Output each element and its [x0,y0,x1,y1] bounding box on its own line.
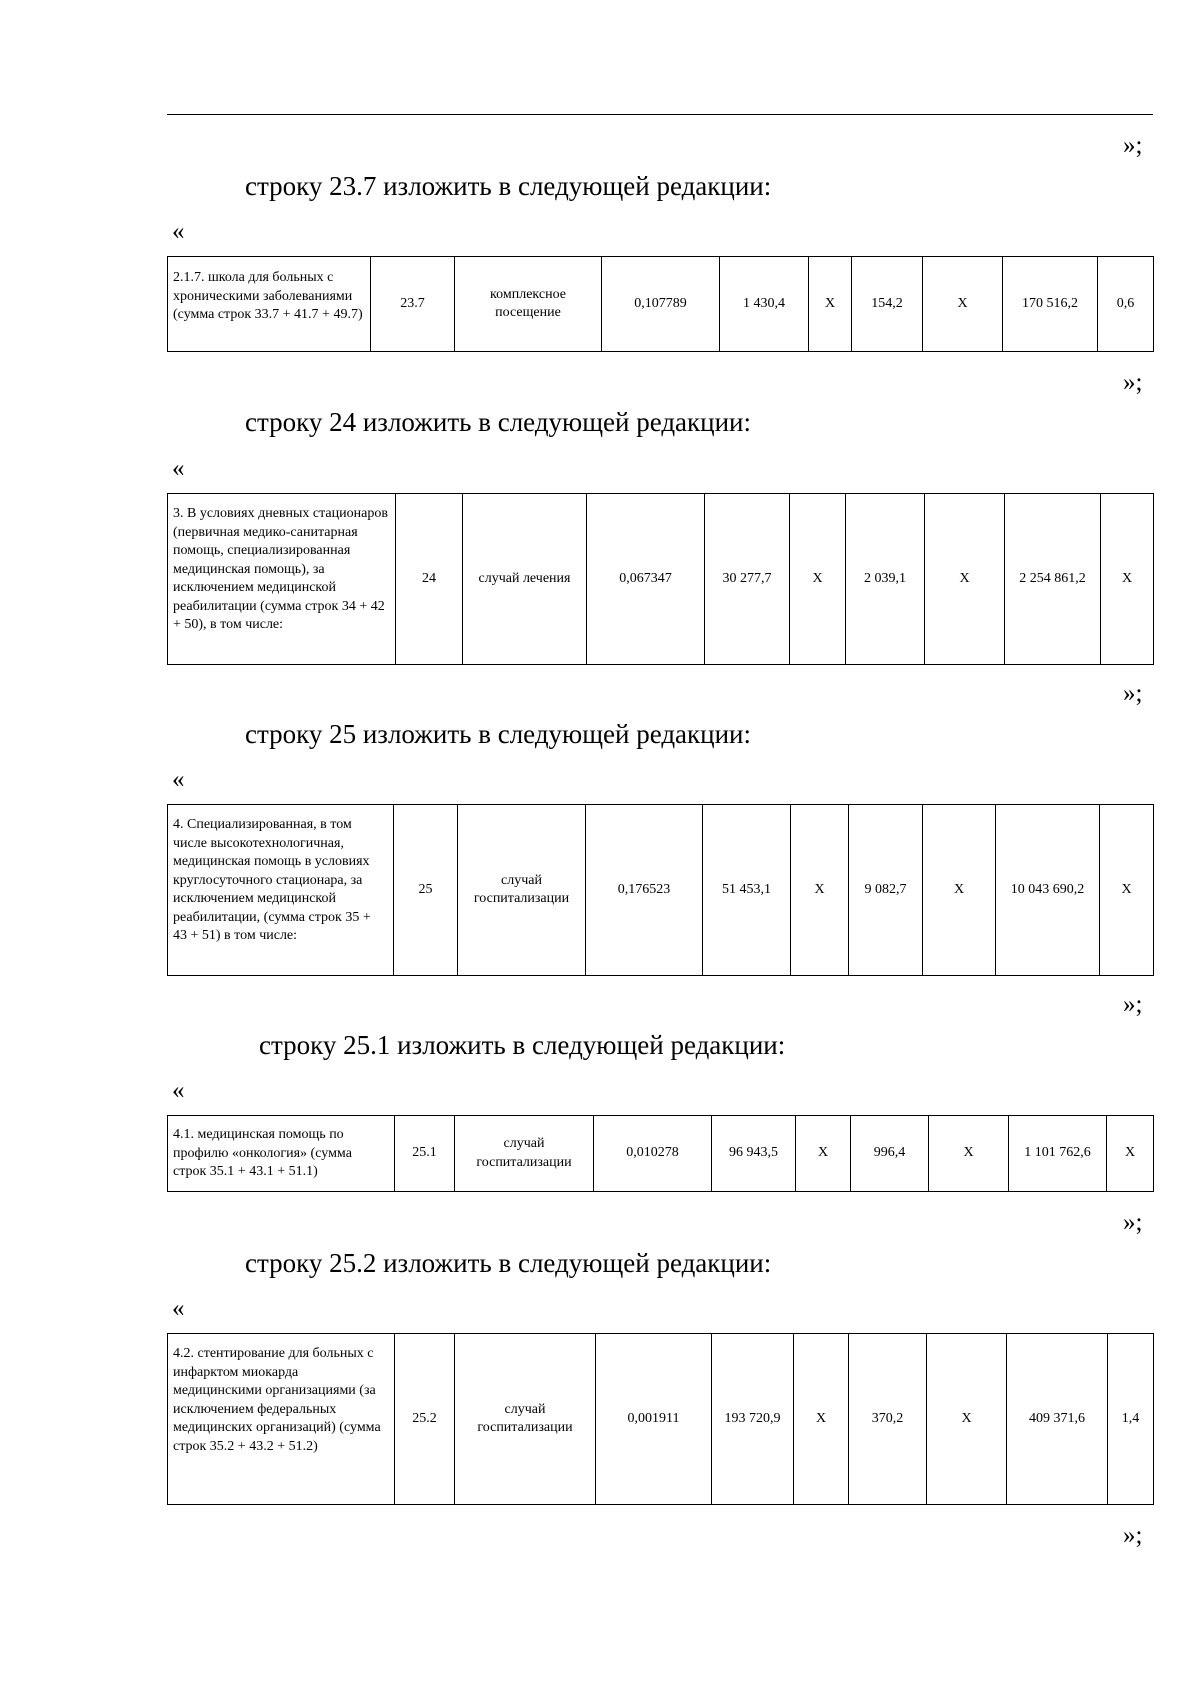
cost-cell: 193 720,9 [712,1334,794,1505]
x-cell: X [794,1334,849,1505]
volume-cell: 0,107789 [602,257,720,352]
opening-quote: « [172,766,185,793]
volume-cell: 0,010278 [594,1116,712,1192]
row-name-cell: 2.1.7. школа для больных с хроническими заболеваниями (сумма строк 33.7 + 41.7 + 49.7) [168,257,371,352]
x-cell: X [923,805,996,976]
x-cell: X [925,494,1005,665]
volume-cell: 0,001911 [596,1334,712,1505]
x-cell: X [923,257,1003,352]
x-cell: X [927,1334,1007,1505]
section-heading: строку 25.1 изложить в следующей редакции: [259,1030,786,1060]
closing-quote: »; [1123,991,1143,1018]
per-capita-cell: 9 082,7 [849,805,923,976]
table-row [168,257,1154,352]
row-name-cell: 4.2. стентирование для больных с инфарктом миокарда медицинскими организациями (за исключением федеральных медицинских организаций) (сумма строк 35.2 + 43.2 + 51.2) [168,1334,395,1505]
unit-cell: случай госпитализации [458,805,586,976]
closing-quote: »; [1123,680,1143,707]
row-number-cell: 25 [394,805,458,976]
data-table-row-25 [167,804,1154,976]
x-cell: X [809,257,852,352]
x-cell: X [790,494,846,665]
unit-cell: случай госпитализации [455,1116,594,1192]
section-heading: строку 25.2 изложить в следующей редакции: [245,1248,772,1278]
share-cell: 1,4 [1108,1334,1154,1505]
row-name-cell: 3. В условиях дневных стационаров (первичная медико-санитарная помощь, специализированная медицинская помощь), за исключением медицинской реабилитации (сумма строк 34 + 42 + 50), в том числе: [168,494,396,665]
unit-cell: случай госпитализации [455,1334,596,1505]
table-row [168,1334,1154,1505]
data-table-row-25-1 [167,1115,1154,1192]
cost-cell: 51 453,1 [703,805,791,976]
total-cell: 409 371,6 [1007,1334,1108,1505]
volume-cell: 0,176523 [586,805,703,976]
cost-cell: 96 943,5 [712,1116,796,1192]
row-number-cell: 24 [396,494,463,665]
table-row [168,1116,1154,1192]
data-table-row-24 [167,493,1154,665]
opening-quote: « [172,1295,185,1322]
cost-cell: 30 277,7 [705,494,790,665]
x-cell: X [929,1116,1009,1192]
section-heading: строку 25 изложить в следующей редакции: [245,719,752,749]
x-cell: X [796,1116,851,1192]
opening-quote: « [172,455,185,482]
share-cell: X [1100,805,1154,976]
top-rule [167,114,1153,115]
share-cell: X [1101,494,1154,665]
section-heading: строку 23.7 изложить в следующей редакции: [245,171,772,201]
data-table-row-25-2 [167,1333,1154,1505]
row-name-cell: 4.1. медицинская помощь по профилю «онкология» (сумма строк 35.1 + 43.1 + 51.1) [168,1116,395,1192]
closing-quote: »; [1123,369,1143,396]
total-cell: 2 254 861,2 [1005,494,1101,665]
table-row [168,494,1154,665]
cost-cell: 1 430,4 [720,257,809,352]
closing-quote: »; [1123,1209,1143,1236]
closing-quote: »; [1123,132,1143,159]
table-row [168,805,1154,976]
closing-quote: »; [1123,1522,1143,1549]
volume-cell: 0,067347 [587,494,705,665]
total-cell: 1 101 762,6 [1009,1116,1107,1192]
opening-quote: « [172,1077,185,1104]
total-cell: 10 043 690,2 [996,805,1100,976]
data-table-row-23-7 [167,256,1154,352]
row-number-cell: 25.2 [395,1334,455,1505]
section-heading: строку 24 изложить в следующей редакции: [245,407,752,437]
total-cell: 170 516,2 [1003,257,1098,352]
per-capita-cell: 2 039,1 [846,494,925,665]
x-cell: X [791,805,849,976]
row-number-cell: 23.7 [371,257,455,352]
per-capita-cell: 996,4 [851,1116,929,1192]
per-capita-cell: 154,2 [852,257,923,352]
unit-cell: комплексное посещение [455,257,602,352]
share-cell: 0,6 [1098,257,1154,352]
per-capita-cell: 370,2 [849,1334,927,1505]
unit-cell: случай лечения [463,494,587,665]
row-number-cell: 25.1 [395,1116,455,1192]
opening-quote: « [172,218,185,245]
share-cell: X [1107,1116,1154,1192]
row-name-cell: 4. Специализированная, в том числе высокотехнологичная, медицинская помощь в условиях круглосуточного стационара, за исключением медицинской реабилитации, (сумма строк 35 + 43 + 51) в том числе: [168,805,394,976]
